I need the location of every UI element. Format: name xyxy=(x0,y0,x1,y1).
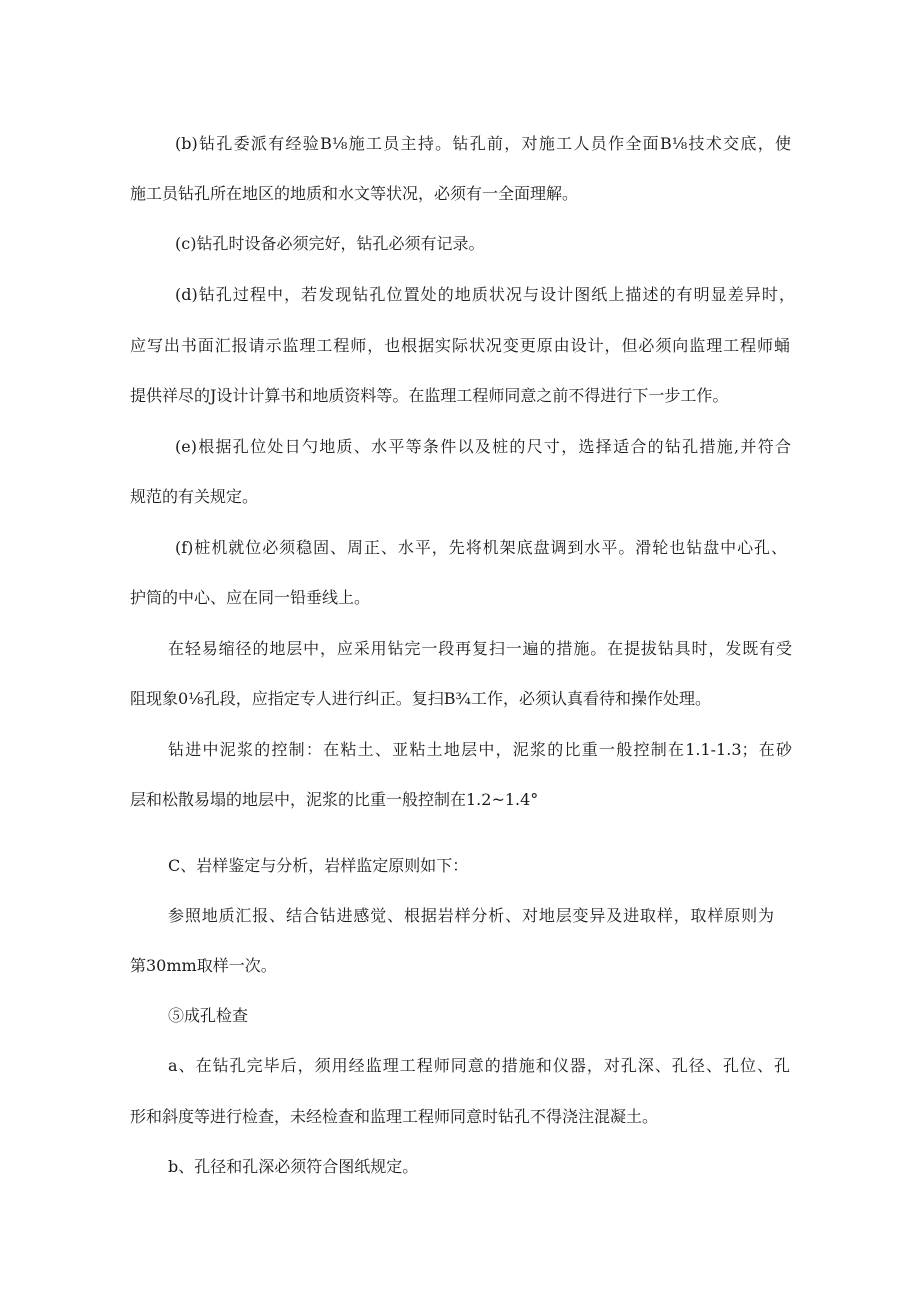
paragraph-b2-line-1: b、孔径和孔深必须符合图纸规定。 xyxy=(168,1157,419,1176)
section-5-heading: ⑤成孔检查 xyxy=(168,1006,249,1025)
paragraph-f-line-1: (f)桩机就位必须稳固、周正、水平，先将机架底盘调到水平。滑轮也钻盘中心孔、 xyxy=(175,538,787,557)
paragraph-a-line-1: a、在钻孔完毕后，须用经监理工程师同意的措施和仪器，对孔深、孔径、孔位、孔 xyxy=(168,1056,790,1075)
paragraph-e-line-2: 规范的有关规定。 xyxy=(130,487,259,506)
paragraph-reaming-line-2: 阻现象0⅛孔段，应指定专人进行纠正。复扫B¾工作，必须认真看待和操作处理。 xyxy=(130,689,711,708)
paragraph-mud-line-1: 钻进中泥浆的控制：在粘土、亚粘土地层中，泥浆的比重一般控制在1.1-1.3；在砂 xyxy=(168,740,792,759)
paragraph-mud-line-2: 层和松散易塌的地层中，泥浆的比重一般控制在1.2~1.4° xyxy=(130,790,539,809)
paragraph-d-line-1: (d)钻孔过程中，若发现钻孔位置处的地质状况与设计图纸上描述的有明显差异时， xyxy=(175,285,795,304)
paragraph-f-line-2: 护筒的中心、应在同一铅垂线上。 xyxy=(130,588,371,607)
paragraph-sampling-line-1: 参照地质汇报、结合钻进感觉、根据岩样分析、对地层变异及进取样，取样原则为 xyxy=(168,906,774,925)
paragraph-e-line-1: (e)根据孔位处日勺地质、水平等条件以及桩的尺寸，选择适合的钻孔措施,并符合 xyxy=(175,437,791,456)
section-c-heading: C、岩样鉴定与分析，岩样监定原则如下： xyxy=(168,856,469,875)
paragraph-reaming-line-1: 在轻易缩径的地层中，应采用钻完一段再复扫一遍的措施。在提拔钻具时，发既有受 xyxy=(168,639,792,658)
paragraph-sampling-line-2: 第30mm取样一次。 xyxy=(130,956,277,975)
paragraph-d-line-3: 提供祥尽的J设计计算书和地质资料等。在监理工程师同意之前不得进行下一步工作。 xyxy=(130,386,729,405)
paragraph-b-line-1: (b)钻孔委派有经验B⅛施工员主持。钻孔前，对施工人员作全面B⅛技术交底，使 xyxy=(175,134,791,153)
paragraph-d-line-2: 应写出书面汇报请示监理工程师，也根据实际状况变更原由设计，但必须向监理工程师蛹 xyxy=(130,336,790,355)
paragraph-c-line-1: (c)钻孔时设备必须完好，钻孔必须有记录。 xyxy=(175,234,485,253)
paragraph-b-line-2: 施工员钻孔所在地区的地质和水文等状况，必须有一全面理解。 xyxy=(130,184,579,203)
paragraph-a-line-2: 形和斜度等进行检查，未经检查和监理工程师同意时钻孔不得浇注混凝土。 xyxy=(130,1107,659,1126)
